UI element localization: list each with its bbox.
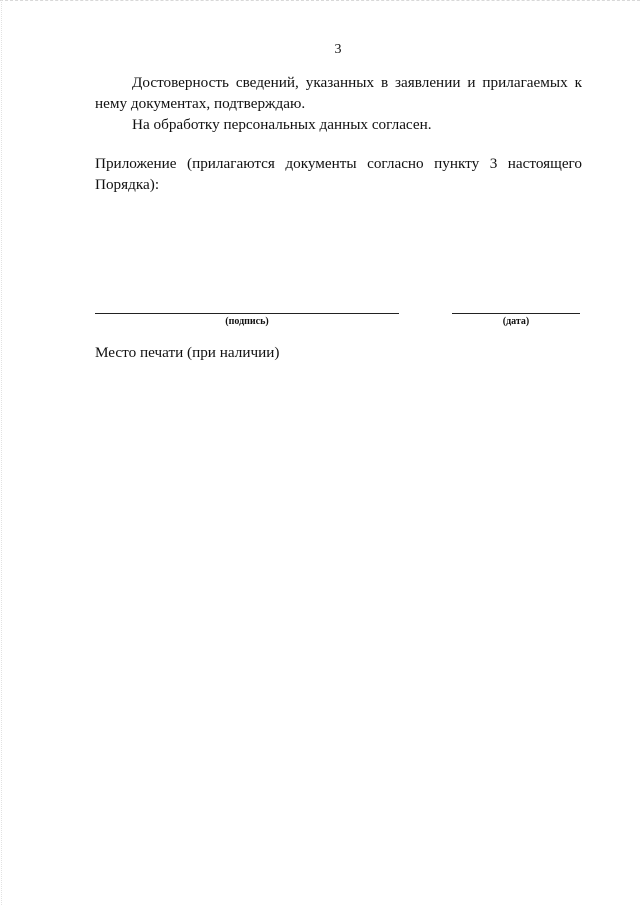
signature-caption: (подпись) bbox=[225, 316, 269, 327]
attachment-paragraph: Приложение (прилагаются документы согласно пункту 3 настоящего Порядка): bbox=[95, 155, 582, 193]
date-caption: (дата) bbox=[502, 316, 530, 327]
stamp-place-label: Место печати (при наличии) bbox=[95, 344, 280, 361]
scan-edge-top bbox=[0, 0, 640, 3]
confirmation-paragraph: Достоверность сведений, указанных в заявлении и прилагаемых к нему документах, подтверждаю. bbox=[95, 74, 582, 112]
page-number: 3 bbox=[334, 42, 342, 57]
consent-paragraph: На обработку персональных данных согласен. bbox=[132, 116, 432, 133]
date-line bbox=[452, 313, 580, 314]
scan-edge-left bbox=[1, 0, 3, 905]
signature-line bbox=[95, 313, 399, 314]
